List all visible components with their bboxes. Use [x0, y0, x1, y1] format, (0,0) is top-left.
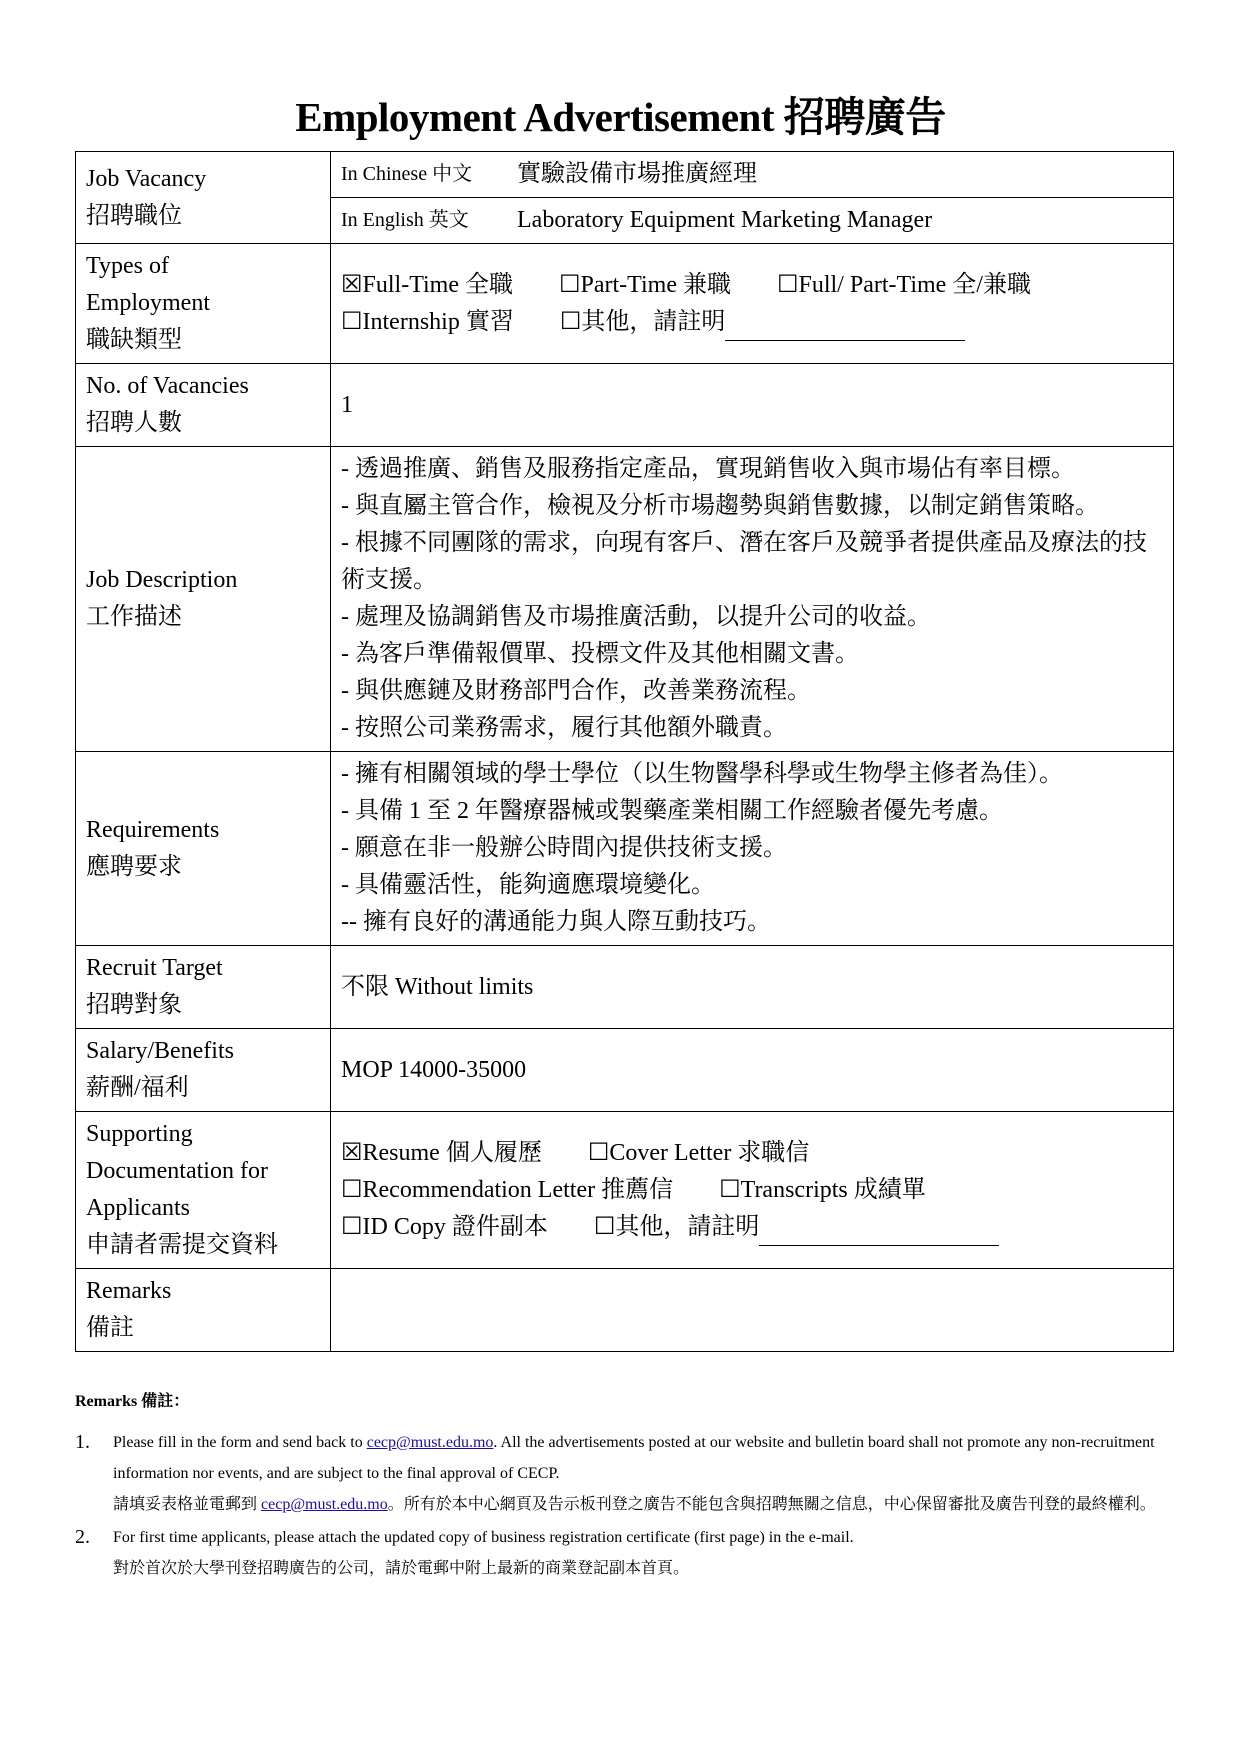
- label-en: No. of Vacancies: [86, 373, 249, 399]
- other-specify-line[interactable]: [725, 312, 965, 341]
- checkbox-recommendation-letter[interactable]: ☐Recommendation Letter 推薦信: [341, 1176, 674, 1203]
- label-zh: 備註: [86, 1315, 134, 1341]
- checkbox-other[interactable]: [560, 309, 966, 335]
- row-recruit-target: [76, 946, 1174, 1029]
- label-zh: 職缺類型: [86, 327, 182, 353]
- checkbox-other-docs-label: ☐其他，請註明: [593, 1213, 760, 1240]
- value-documents: [331, 1112, 1174, 1269]
- value-requirements: [331, 752, 1174, 946]
- email-link[interactable]: cecp@must.edu.mo: [366, 1434, 494, 1451]
- list-item: - 擁有相關領域的學士學位（以生物醫學科學或生物學主修者為佳）。: [341, 761, 1063, 787]
- list-item: - 具備靈活性，能夠適應環境變化。: [341, 872, 715, 898]
- label-en: Applicants: [86, 1195, 190, 1221]
- label-remarks: [76, 1269, 331, 1352]
- remarks-title: Remarks 備註：: [75, 1393, 190, 1410]
- label-zh: 薪酬/福利: [86, 1075, 189, 1101]
- row-job-vacancy: [76, 152, 1174, 244]
- checkbox-part-time[interactable]: ☐Part-Time 兼職: [559, 271, 731, 298]
- label-recruit-target: [76, 946, 331, 1029]
- checkbox-other-label: ☐其他，請註明: [559, 308, 726, 335]
- label-zh: 應聘要求: [86, 853, 182, 880]
- label-job-vacancy: [76, 152, 331, 244]
- job-title-chinese: 實驗設備市場推廣經理: [517, 161, 757, 187]
- row-employment-type: [76, 244, 1174, 364]
- value-remarks[interactable]: [331, 1269, 1174, 1352]
- list-item: - 按照公司業務需求，履行其他額外職責。: [341, 715, 787, 741]
- checkbox-internship[interactable]: ☐Internship 實習: [341, 308, 514, 335]
- value-vacancies: 1: [331, 364, 1174, 447]
- label-en: Salary/Benefits: [86, 1038, 234, 1064]
- remark-number: 1.: [75, 1431, 90, 1453]
- value-recruit-target: 不限 Without limits: [331, 946, 1174, 1029]
- checkbox-full-time[interactable]: ☒Full-Time 全職: [341, 271, 513, 298]
- list-item: - 處理及協調銷售及市場推廣活動，以提升公司的收益。: [341, 604, 931, 630]
- label-vacancies: [76, 364, 331, 447]
- label-en: Types of: [86, 253, 169, 279]
- remark-number: 2.: [75, 1526, 90, 1548]
- chinese-tag: In Chinese 中文: [341, 163, 473, 185]
- page-title: Employment Advertisement 招聘廣告: [295, 94, 946, 140]
- row-documents: [76, 1112, 1174, 1269]
- label-job-description: [76, 447, 331, 752]
- job-chinese-line: [331, 152, 1173, 198]
- checkbox-id-copy[interactable]: ☐ID Copy 證件副本: [341, 1213, 548, 1240]
- other-docs-specify-line[interactable]: [759, 1217, 999, 1246]
- label-requirements: [76, 752, 331, 946]
- value-job-vacancy: [331, 152, 1174, 244]
- checkbox-transcripts[interactable]: ☐Transcripts 成績單: [719, 1176, 926, 1203]
- remark-text-en: [113, 1427, 1175, 1489]
- label-en: Documentation for: [86, 1158, 268, 1184]
- remark-text: . All the advertisements posted at our website and bulletin board shall not promote any non-recruitment information nor events, and are subject to the final approval of CECP.: [113, 1434, 1155, 1482]
- email-link[interactable]: cecp@must.edu.mo: [261, 1496, 388, 1513]
- label-en: Employment: [86, 290, 210, 316]
- label-zh: 招聘職位: [86, 202, 182, 229]
- value-job-description: [331, 447, 1174, 752]
- remark-text-en: For first time applicants, please attach the updated copy of business registration certificate (first page) in the e-mail.: [113, 1529, 854, 1546]
- footer-remarks: [75, 1388, 1175, 1584]
- label-en: Job Description: [86, 567, 238, 593]
- checkbox-cover-letter[interactable]: ☐Cover Letter 求職信: [587, 1139, 810, 1166]
- label-zh: 申請者需提交資料: [86, 1232, 278, 1258]
- row-vacancies: [76, 364, 1174, 447]
- list-item: - 與直屬主管合作，檢視及分析市場趨勢與銷售數據，以制定銷售策略。: [341, 493, 1099, 519]
- row-salary: [76, 1029, 1174, 1112]
- english-tag: In English 英文: [341, 209, 469, 231]
- value-employment-type: [331, 244, 1174, 364]
- label-en: Requirements: [86, 816, 220, 843]
- list-item: - 透過推廣、銷售及服務指定產品，實現銷售收入與市場佔有率目標。: [341, 456, 1075, 482]
- remark-item-2: [75, 1522, 1175, 1584]
- row-remarks: [76, 1269, 1174, 1352]
- list-item: - 願意在非一般辦公時間內提供技術支援。: [341, 835, 787, 861]
- list-item: -- 擁有良好的溝通能力與人際互動技巧。: [341, 909, 771, 935]
- label-salary: [76, 1029, 331, 1112]
- row-job-description: [76, 447, 1174, 752]
- label-employment-type: [76, 244, 331, 364]
- remark-text: Please fill in the form and send back to: [113, 1434, 367, 1451]
- checkbox-full-part-time[interactable]: ☐Full/ Part-Time 全/兼職: [776, 271, 1031, 298]
- list-item: - 與供應鏈及財務部門合作，改善業務流程。: [341, 678, 811, 704]
- label-documents: [76, 1112, 331, 1269]
- label-zh: 招聘人數: [86, 410, 182, 436]
- remark-text-zh: [113, 1489, 1175, 1520]
- list-item: - 根據不同團隊的需求，向現有客戶、潛在客戶及競爭者提供產品及療法的技術支援。: [341, 530, 1147, 593]
- remark-text: 。所有於本中心網頁及告示板刊登之廣告不能包含與招聘無關之信息，中心保留審批及廣告刊登的最終權利。: [387, 1496, 1156, 1513]
- label-zh: 工作描述: [86, 604, 182, 630]
- row-requirements: [76, 752, 1174, 946]
- list-item: - 具備 1 至 2 年醫療器械或製藥產業相關工作經驗者優先考慮。: [341, 798, 1003, 824]
- remark-text: 請填妥表格並電郵到: [113, 1496, 262, 1513]
- job-english-line: [341, 198, 1163, 243]
- label-en: Remarks: [86, 1278, 172, 1304]
- label-en: Job Vacancy: [86, 165, 207, 192]
- label-en: Supporting: [86, 1121, 193, 1147]
- label-zh: 招聘對象: [86, 992, 182, 1018]
- value-salary: MOP 14000-35000: [331, 1029, 1174, 1112]
- checkbox-resume[interactable]: ☒Resume 個人履歷: [341, 1139, 542, 1166]
- remark-text-zh: 對於首次於大學刊登招聘廣告的公司，請於電郵中附上最新的商業登記副本首頁。: [113, 1560, 690, 1577]
- remark-item-1: [75, 1427, 1175, 1520]
- advertisement-form: [75, 151, 1174, 1352]
- checkbox-other-docs[interactable]: [594, 1214, 1000, 1240]
- label-en: Recruit Target: [86, 955, 223, 981]
- list-item: - 為客戶準備報價單、投標文件及其他相關文書。: [341, 641, 859, 667]
- job-title-english: Laboratory Equipment Marketing Manager: [517, 207, 933, 233]
